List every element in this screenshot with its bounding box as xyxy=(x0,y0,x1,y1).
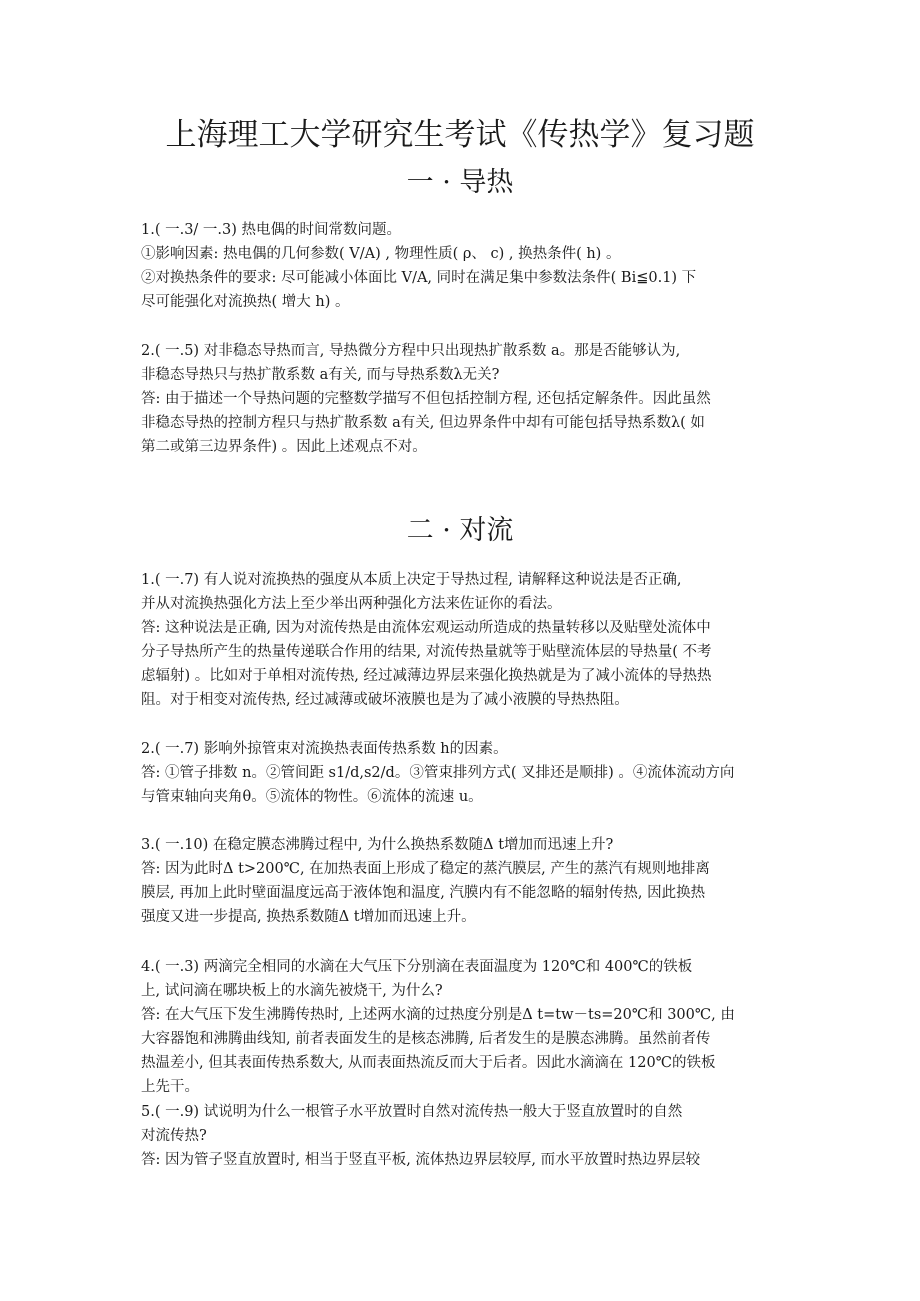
text-line: 大容器饱和沸腾曲线知, 前者表面发生的是核态沸腾, 后者发生的是膜态沸腾。虽然前者传 xyxy=(141,1031,711,1047)
question-line: 5.( 一.9) 试说明为什么一根管子水平放置时自然对流传热一般大于竖直放置时的自然 xyxy=(141,1104,683,1120)
question-line: 3.( 一.10) 在稳定膜态沸腾过程中, 为什么换热系数随Δ t增加而迅速上升? xyxy=(141,837,614,853)
document-title: 上海理工大学研究生考试《传热学》复习题 xyxy=(165,117,755,153)
text-line: 尽可能强化对流换热( 增大 h) 。 xyxy=(141,294,350,310)
text-line: 并从对流换热强化方法上至少举出两种强化方法来佐证你的看法。 xyxy=(141,596,562,612)
answer-line: 答: ①管子排数 n。②管间距 s1/d,s2/d。③管束排列方式( 叉排还是顺排) 。④流体流动方向 xyxy=(141,765,735,781)
text-line: 热温差小, 但其表面传热系数大, 从而表面热流反而大于后者。因此水滴滴在 120℃的铁板 xyxy=(141,1055,716,1071)
text-line: 非稳态导热只与热扩散系数 a有关, 而与导热系数λ无关? xyxy=(141,367,500,383)
question-line: 4.( 一.3) 两滴完全相同的水滴在大气压下分别滴在表面温度为 120℃和 400℃的铁板 xyxy=(141,959,693,975)
question-line: 2.( 一.5) 对非稳态导热而言, 导热微分方程中只出现热扩散系数 a。那是否能够认为, xyxy=(141,343,681,359)
section-heading-convection: 二 · 对流 xyxy=(406,515,514,546)
answer-line: 答: 在大气压下发生沸腾传热时, 上述两水滴的过热度分别是Δ t=tw－ts=20℃和 300℃, 由 xyxy=(141,1007,735,1023)
text-line: 虑辐射) 。比如对于单相对流传热, 经过减薄边界层来强化换热就是为了减小流体的导热热 xyxy=(141,668,712,684)
answer-line: 答: 这种说法是正确, 因为对流传热是由流体宏观运动所造成的热量转移以及贴壁处流体中 xyxy=(141,620,711,636)
text-line: 对流传热? xyxy=(141,1128,207,1144)
text-line: 强度又进一步提高, 换热系数随Δ t增加而迅速上升。 xyxy=(141,909,476,925)
answer-line: 答: 因为此时Δ t>200℃, 在加热表面上形成了稳定的蒸汽膜层, 产生的蒸汽有规则地排离 xyxy=(141,861,710,877)
text-line: 非稳态导热的控制方程只与热扩散系数 a有关, 但边界条件中却有可能包括导热系数λ( 如 xyxy=(141,415,705,431)
text-line: ②对换热条件的要求: 尽可能减小体面比 V/A, 同时在满足集中参数法条件( Bi≦0.1) 下 xyxy=(141,270,697,286)
text-line: 第二或第三边界条件) 。因此上述观点不对。 xyxy=(141,439,427,455)
text-line: ①影响因素: 热电偶的几何参数( V/A) , 物理性质( ρ、 c) , 换热条件( h) 。 xyxy=(141,246,621,262)
text-line: 膜层, 再加上此时壁面温度远高于液体饱和温度, 汽膜内有不能忽略的辐射传热, 因此换热 xyxy=(141,885,706,901)
text-line: 与管束轴向夹角θ。⑤流体的物性。⑥流体的流速 u。 xyxy=(141,789,483,805)
answer-line: 答: 因为管子竖直放置时, 相当于竖直平板, 流体热边界层较厚, 而水平放置时热边界层较 xyxy=(141,1152,701,1168)
question-line: 1.( 一.7) 有人说对流换热的强度从本质上决定于导热过程, 请解释这种说法是否正确, xyxy=(141,572,682,588)
text-line: 上, 试问滴在哪块板上的水滴先被烧干, 为什么? xyxy=(141,983,443,999)
text-line: 阻。对于相变对流传热, 经过减薄或破坏液膜也是为了减小液膜的导热热阻。 xyxy=(141,692,629,708)
question-line: 2.( 一.7) 影响外掠管束对流换热表面传热系数 h的因素。 xyxy=(141,741,508,757)
text-line: 分子导热所产生的热量传递联合作用的结果, 对流传热量就等于贴壁流体层的导热量( 不考 xyxy=(141,644,712,660)
answer-line: 答: 由于描述一个导热问题的完整数学描写不但包括控制方程, 还包括定解条件。因此虽然 xyxy=(141,391,711,407)
text-line: 上先干。 xyxy=(141,1079,199,1095)
section-heading-conduction: 一 · 导热 xyxy=(406,167,514,198)
question-line: 1.( 一.3/ 一.3) 热电偶的时间常数问题。 xyxy=(141,222,402,238)
